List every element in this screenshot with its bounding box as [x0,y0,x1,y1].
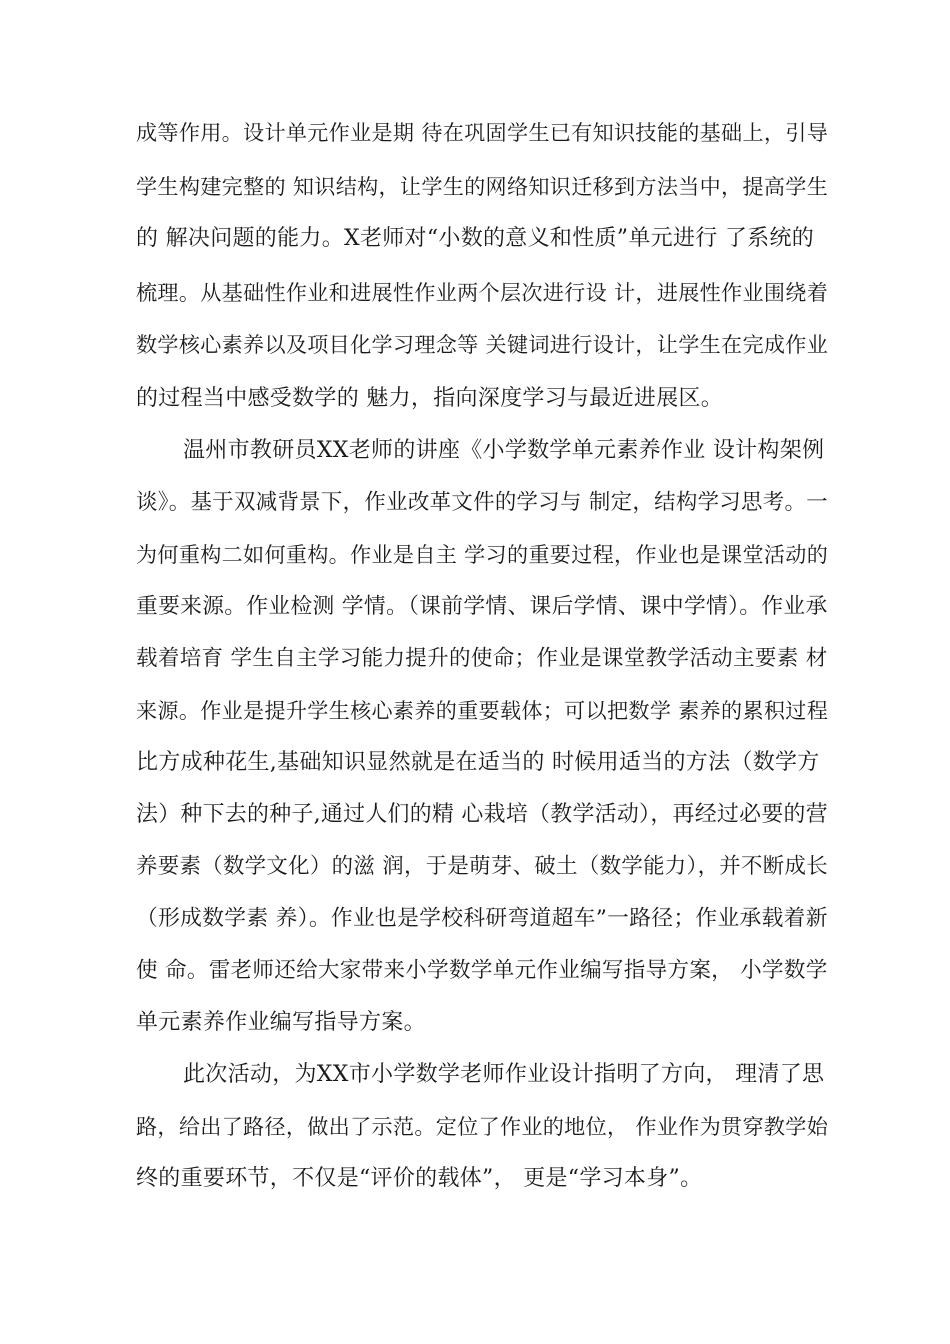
text-line: 载着培育 学生自主学习能力提升的使命；作业是课堂教学活动主要素 材 [136,646,828,671]
text-line: （形成数学素 养）。作业也是学校科研弯道超车”一路径；作业承载着新 [136,906,828,931]
text-line: 为何重构二如何重构。作业是自主 学习的重要过程，作业也是课堂活动的 [136,542,829,567]
text-line: 的 解决问题的能力。X老师对“小数的意义和性质”单元进行 了系统的 [136,226,815,251]
text-line: 梳理。从基础性作业和进展性作业两个层次进行设 计，进展性作业围绕着 [136,280,829,305]
text-line: 来源。作业是提升学生核心素养的重要载体；可以把数学 素养的累积过程 [136,698,829,723]
text-line: 法）种下去的种子,通过人们的精 心栽培（教学活动），再经过必要的营 [136,802,828,827]
text-line: 比方成种花生,基础知识显然就是在适当的 时候用适当的方法（数学方 [136,750,820,775]
text-line: 温州市教研员XX老师的讲座《小学数学单元素养作业 设计构架例 [183,438,825,463]
text-line: 使 命。雷老师还给大家带来小学数学单元作业编写指导方案， 小学数学 [136,958,828,983]
text-line: 终的重要环节，不仅是“评价的载体”， 更是“学习本身”。 [136,1166,703,1191]
text-line: 重要来源。作业检测 学情。（课前学情、课后学情、课中学情）。作业承 [136,594,828,619]
text-line: 数学核心素养以及项目化学习理念等 关键词进行设计，让学生在完成作业 [136,332,829,357]
text-line: 的过程当中感受数学的 魅力，指向深度学习与最近进展区。 [136,386,724,411]
text-line: 此次活动，为XX市小学数学老师作业设计指明了方向， 理清了思 [183,1062,825,1087]
text-line: 路，给出了路径，做出了示范。定位了作业的地位， 作业作为贯穿教学始 [136,1114,829,1139]
text-line: 成等作用。设计单元作业是期 待在巩固学生已有知识技能的基础上，引导 [136,120,829,145]
text-line: 养要素（数学文化）的滋 润，于是萌芽、破土（数学能力），并不断成长 [136,854,828,879]
text-line: 谈》。基于双减背景下，作业改革文件的学习与 制定，结构学习思考。一 [136,490,828,515]
text-line: 学生构建完整的 知识结构，让学生的网络知识迁移到方法当中，提高学生 [136,174,829,199]
text-line: 单元素养作业编写指导方案。 [136,1010,426,1035]
